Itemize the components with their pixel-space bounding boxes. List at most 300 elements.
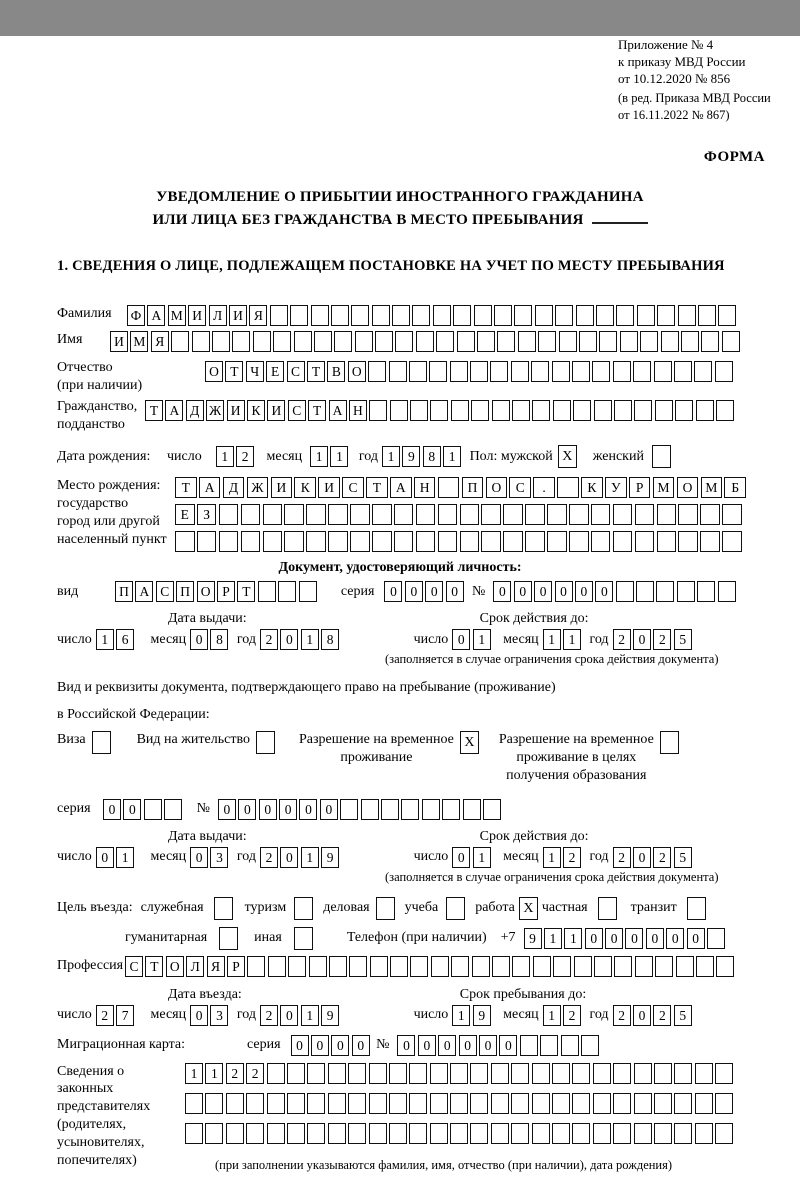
char-cell[interactable] [592, 361, 610, 382]
char-cell[interactable] [674, 1093, 692, 1114]
char-cell[interactable] [674, 361, 692, 382]
char-cell[interactable] [219, 531, 239, 552]
char-cell[interactable] [654, 1063, 672, 1084]
char-cell[interactable] [657, 305, 675, 326]
char-cell[interactable] [311, 305, 329, 326]
char-cell[interactable]: 0 [633, 847, 651, 868]
char-cell[interactable] [613, 504, 633, 525]
char-cell[interactable] [533, 956, 551, 977]
char-cell[interactable]: 1 [473, 629, 491, 650]
char-cell[interactable] [470, 361, 488, 382]
char-cell[interactable] [307, 1063, 325, 1084]
char-cell[interactable] [677, 581, 695, 602]
char-cell[interactable]: 0 [633, 1005, 651, 1026]
char-cell[interactable] [144, 799, 162, 820]
char-cell[interactable] [450, 1063, 468, 1084]
purpose-private-checkbox[interactable] [598, 897, 617, 920]
char-cell[interactable]: 2 [613, 847, 631, 868]
char-cell[interactable]: 5 [674, 629, 692, 650]
char-cell[interactable]: 1 [96, 629, 114, 650]
char-cell[interactable]: П [176, 581, 194, 602]
char-cell[interactable] [331, 305, 349, 326]
char-cell[interactable]: 1 [382, 446, 400, 467]
char-cell[interactable]: 1 [564, 928, 582, 949]
char-cell[interactable] [450, 1093, 468, 1114]
char-cell[interactable]: 1 [216, 446, 234, 467]
temp-residence-edu-checkbox[interactable] [660, 731, 679, 754]
char-cell[interactable] [232, 331, 250, 352]
char-cell[interactable]: 0 [405, 581, 423, 602]
char-cell[interactable]: 0 [493, 581, 511, 602]
char-cell[interactable]: Д [223, 477, 245, 498]
char-cell[interactable]: 8 [423, 446, 441, 467]
char-cell[interactable] [212, 331, 230, 352]
char-cell[interactable] [334, 331, 352, 352]
char-cell[interactable] [620, 331, 638, 352]
char-cell[interactable]: И [267, 400, 285, 421]
char-cell[interactable] [654, 361, 672, 382]
char-cell[interactable]: 0 [384, 581, 402, 602]
char-cell[interactable] [613, 1123, 631, 1144]
residence-permit-checkbox[interactable] [256, 731, 275, 754]
purpose-humanitarian-checkbox[interactable] [219, 927, 238, 950]
char-cell[interactable] [431, 956, 449, 977]
char-cell[interactable]: 1 [301, 629, 319, 650]
char-cell[interactable] [715, 1063, 733, 1084]
char-cell[interactable]: М [653, 477, 675, 498]
char-cell[interactable] [657, 531, 677, 552]
char-cell[interactable] [392, 305, 410, 326]
char-cell[interactable]: О [166, 956, 184, 977]
char-cell[interactable] [676, 956, 694, 977]
char-cell[interactable]: С [288, 400, 306, 421]
char-cell[interactable]: 0 [425, 581, 443, 602]
char-cell[interactable] [715, 1093, 733, 1114]
char-cell[interactable] [716, 956, 734, 977]
char-cell[interactable]: 2 [260, 847, 278, 868]
char-cell[interactable] [633, 361, 651, 382]
char-cell[interactable] [700, 504, 720, 525]
char-cell[interactable]: 0 [331, 1035, 349, 1056]
char-cell[interactable]: О [348, 361, 366, 382]
char-cell[interactable] [460, 504, 480, 525]
char-cell[interactable] [372, 504, 392, 525]
char-cell[interactable] [263, 504, 283, 525]
char-cell[interactable]: 2 [563, 847, 581, 868]
char-cell[interactable] [635, 956, 653, 977]
char-cell[interactable] [569, 504, 589, 525]
char-cell[interactable] [389, 1123, 407, 1144]
char-cell[interactable] [390, 400, 408, 421]
char-cell[interactable] [547, 504, 567, 525]
char-cell[interactable] [576, 305, 594, 326]
char-cell[interactable] [572, 1123, 590, 1144]
char-cell[interactable] [328, 531, 348, 552]
char-cell[interactable]: 0 [280, 629, 298, 650]
char-cell[interactable] [552, 1093, 570, 1114]
char-cell[interactable] [520, 1035, 538, 1056]
char-cell[interactable]: 0 [446, 581, 464, 602]
char-cell[interactable]: 0 [438, 1035, 456, 1056]
char-cell[interactable] [613, 1063, 631, 1084]
char-cell[interactable]: 2 [260, 629, 278, 650]
char-cell[interactable]: Т [175, 477, 197, 498]
char-cell[interactable]: Я [249, 305, 267, 326]
char-cell[interactable] [287, 1123, 305, 1144]
char-cell[interactable]: К [247, 400, 265, 421]
char-cell[interactable] [253, 331, 271, 352]
char-cell[interactable]: 0 [633, 629, 651, 650]
char-cell[interactable]: Я [207, 956, 225, 977]
char-cell[interactable] [701, 331, 719, 352]
char-cell[interactable] [395, 331, 413, 352]
char-cell[interactable]: 0 [190, 629, 208, 650]
char-cell[interactable] [389, 1093, 407, 1114]
char-cell[interactable] [389, 1063, 407, 1084]
char-cell[interactable] [695, 1093, 713, 1114]
char-cell[interactable]: 1 [185, 1063, 203, 1084]
sex-male-checkbox[interactable]: X [558, 445, 577, 468]
char-cell[interactable] [430, 1063, 448, 1084]
char-cell[interactable]: Р [217, 581, 235, 602]
char-cell[interactable] [294, 331, 312, 352]
char-cell[interactable] [614, 956, 632, 977]
char-cell[interactable] [722, 504, 742, 525]
char-cell[interactable] [372, 305, 390, 326]
char-cell[interactable] [655, 400, 673, 421]
char-cell[interactable]: Ф [127, 305, 145, 326]
char-cell[interactable] [375, 331, 393, 352]
char-cell[interactable] [470, 1123, 488, 1144]
char-cell[interactable]: 2 [226, 1063, 244, 1084]
char-cell[interactable] [348, 1063, 366, 1084]
char-cell[interactable]: Ж [206, 400, 224, 421]
char-cell[interactable] [470, 1063, 488, 1084]
char-cell[interactable] [616, 305, 634, 326]
char-cell[interactable]: Т [307, 361, 325, 382]
char-cell[interactable]: К [294, 477, 316, 498]
char-cell[interactable] [613, 361, 631, 382]
char-cell[interactable] [372, 531, 392, 552]
char-cell[interactable] [552, 1123, 570, 1144]
char-cell[interactable]: 2 [653, 1005, 671, 1026]
char-cell[interactable]: Р [227, 956, 245, 977]
char-cell[interactable] [674, 1063, 692, 1084]
char-cell[interactable] [450, 361, 468, 382]
char-cell[interactable] [613, 1093, 631, 1114]
char-cell[interactable] [453, 305, 471, 326]
char-cell[interactable] [512, 956, 530, 977]
purpose-other-checkbox[interactable] [294, 927, 313, 950]
char-cell[interactable] [348, 1093, 366, 1114]
char-cell[interactable]: 0 [299, 799, 317, 820]
char-cell[interactable] [361, 799, 379, 820]
char-cell[interactable]: 0 [646, 928, 664, 949]
char-cell[interactable]: . [533, 477, 555, 498]
char-cell[interactable]: В [327, 361, 345, 382]
char-cell[interactable] [579, 331, 597, 352]
char-cell[interactable] [593, 1063, 611, 1084]
char-cell[interactable]: 1 [543, 629, 561, 650]
char-cell[interactable] [722, 331, 740, 352]
char-cell[interactable] [572, 1063, 590, 1084]
char-cell[interactable] [492, 956, 510, 977]
char-cell[interactable]: 0 [452, 847, 470, 868]
char-cell[interactable]: Т [145, 400, 163, 421]
char-cell[interactable] [164, 799, 182, 820]
purpose-study-checkbox[interactable] [446, 897, 465, 920]
char-cell[interactable] [284, 531, 304, 552]
char-cell[interactable] [553, 400, 571, 421]
char-cell[interactable]: И [318, 477, 340, 498]
char-cell[interactable] [491, 1063, 509, 1084]
char-cell[interactable] [410, 956, 428, 977]
char-cell[interactable]: 0 [279, 799, 297, 820]
char-cell[interactable]: М [701, 477, 723, 498]
char-cell[interactable] [290, 305, 308, 326]
char-cell[interactable] [355, 331, 373, 352]
char-cell[interactable] [572, 1093, 590, 1114]
char-cell[interactable] [678, 504, 698, 525]
char-cell[interactable] [351, 305, 369, 326]
char-cell[interactable] [512, 400, 530, 421]
char-cell[interactable] [697, 581, 715, 602]
char-cell[interactable] [394, 504, 414, 525]
char-cell[interactable] [442, 799, 460, 820]
char-cell[interactable]: 0 [534, 581, 552, 602]
char-cell[interactable]: 0 [452, 629, 470, 650]
char-cell[interactable]: 0 [687, 928, 705, 949]
char-cell[interactable] [572, 361, 590, 382]
char-cell[interactable] [581, 1035, 599, 1056]
char-cell[interactable] [369, 1123, 387, 1144]
char-cell[interactable] [552, 1063, 570, 1084]
char-cell[interactable]: 0 [320, 799, 338, 820]
char-cell[interactable] [350, 531, 370, 552]
char-cell[interactable]: 0 [585, 928, 603, 949]
char-cell[interactable] [573, 400, 591, 421]
char-cell[interactable] [707, 928, 725, 949]
char-cell[interactable] [246, 1123, 264, 1144]
char-cell[interactable]: 0 [103, 799, 121, 820]
char-cell[interactable] [268, 956, 286, 977]
char-cell[interactable]: О [486, 477, 508, 498]
char-cell[interactable] [678, 531, 698, 552]
char-cell[interactable]: Е [175, 504, 195, 525]
char-cell[interactable] [390, 956, 408, 977]
char-cell[interactable] [656, 581, 674, 602]
char-cell[interactable]: Е [266, 361, 284, 382]
char-cell[interactable] [457, 331, 475, 352]
char-cell[interactable]: П [115, 581, 133, 602]
char-cell[interactable]: К [581, 477, 603, 498]
char-cell[interactable] [247, 956, 265, 977]
char-cell[interactable] [483, 799, 501, 820]
char-cell[interactable]: А [390, 477, 412, 498]
char-cell[interactable] [370, 956, 388, 977]
char-cell[interactable] [532, 1123, 550, 1144]
char-cell[interactable] [438, 504, 458, 525]
char-cell[interactable] [552, 361, 570, 382]
char-cell[interactable] [288, 956, 306, 977]
char-cell[interactable] [430, 1093, 448, 1114]
purpose-official-checkbox[interactable] [214, 897, 233, 920]
char-cell[interactable] [287, 1063, 305, 1084]
char-cell[interactable] [491, 1093, 509, 1114]
char-cell[interactable]: 0 [575, 581, 593, 602]
char-cell[interactable]: 1 [301, 847, 319, 868]
char-cell[interactable] [637, 305, 655, 326]
char-cell[interactable] [474, 305, 492, 326]
char-cell[interactable]: 0 [311, 1035, 329, 1056]
char-cell[interactable] [557, 477, 579, 498]
char-cell[interactable] [532, 1063, 550, 1084]
char-cell[interactable] [438, 531, 458, 552]
char-cell[interactable] [412, 305, 430, 326]
char-cell[interactable] [314, 331, 332, 352]
char-cell[interactable] [430, 1123, 448, 1144]
sex-female-checkbox[interactable] [652, 445, 671, 468]
char-cell[interactable] [695, 1063, 713, 1084]
char-cell[interactable] [503, 531, 523, 552]
char-cell[interactable] [267, 1093, 285, 1114]
char-cell[interactable]: Т [145, 956, 163, 977]
char-cell[interactable]: О [197, 581, 215, 602]
char-cell[interactable] [433, 305, 451, 326]
char-cell[interactable] [525, 504, 545, 525]
char-cell[interactable]: 2 [613, 1005, 631, 1026]
char-cell[interactable] [654, 1093, 672, 1114]
char-cell[interactable] [416, 531, 436, 552]
purpose-tourism-checkbox[interactable] [294, 897, 313, 920]
char-cell[interactable]: 6 [116, 629, 134, 650]
char-cell[interactable] [561, 1035, 579, 1056]
char-cell[interactable]: И [188, 305, 206, 326]
char-cell[interactable] [494, 305, 512, 326]
char-cell[interactable] [491, 1123, 509, 1144]
char-cell[interactable]: 0 [190, 847, 208, 868]
char-cell[interactable] [258, 581, 276, 602]
char-cell[interactable]: А [135, 581, 153, 602]
char-cell[interactable] [394, 531, 414, 552]
char-cell[interactable]: 1 [301, 1005, 319, 1026]
char-cell[interactable] [340, 799, 358, 820]
char-cell[interactable]: 0 [499, 1035, 517, 1056]
char-cell[interactable]: 1 [452, 1005, 470, 1026]
char-cell[interactable] [328, 504, 348, 525]
char-cell[interactable] [328, 1093, 346, 1114]
char-cell[interactable] [438, 477, 460, 498]
char-cell[interactable]: 1 [563, 629, 581, 650]
char-cell[interactable] [596, 305, 614, 326]
char-cell[interactable] [416, 504, 436, 525]
char-cell[interactable] [514, 305, 532, 326]
char-cell[interactable] [696, 956, 714, 977]
char-cell[interactable] [503, 504, 523, 525]
char-cell[interactable] [538, 331, 556, 352]
char-cell[interactable] [497, 331, 515, 352]
char-cell[interactable]: 9 [524, 928, 542, 949]
char-cell[interactable] [389, 361, 407, 382]
char-cell[interactable] [278, 581, 296, 602]
char-cell[interactable]: А [165, 400, 183, 421]
char-cell[interactable] [525, 531, 545, 552]
char-cell[interactable] [329, 956, 347, 977]
char-cell[interactable] [696, 400, 714, 421]
char-cell[interactable] [450, 1123, 468, 1144]
char-cell[interactable]: 0 [479, 1035, 497, 1056]
char-cell[interactable] [675, 400, 693, 421]
char-cell[interactable]: М [168, 305, 186, 326]
char-cell[interactable] [591, 504, 611, 525]
char-cell[interactable] [490, 361, 508, 382]
char-cell[interactable]: Ж [247, 477, 269, 498]
purpose-work-checkbox[interactable]: X [519, 897, 538, 920]
char-cell[interactable] [219, 504, 239, 525]
char-cell[interactable]: 9 [321, 1005, 339, 1026]
char-cell[interactable] [593, 1123, 611, 1144]
char-cell[interactable] [657, 504, 677, 525]
char-cell[interactable] [263, 531, 283, 552]
char-cell[interactable] [661, 331, 679, 352]
char-cell[interactable] [695, 1123, 713, 1144]
char-cell[interactable]: 9 [402, 446, 420, 467]
char-cell[interactable] [716, 400, 734, 421]
char-cell[interactable] [309, 956, 327, 977]
char-cell[interactable] [532, 1093, 550, 1114]
char-cell[interactable] [205, 1093, 223, 1114]
char-cell[interactable]: М [130, 331, 148, 352]
char-cell[interactable]: 1 [330, 446, 348, 467]
char-cell[interactable] [349, 956, 367, 977]
char-cell[interactable] [306, 531, 326, 552]
char-cell[interactable] [694, 361, 712, 382]
char-cell[interactable]: 0 [96, 847, 114, 868]
char-cell[interactable]: Д [186, 400, 204, 421]
char-cell[interactable] [654, 1123, 672, 1144]
char-cell[interactable] [718, 581, 736, 602]
temp-residence-checkbox[interactable]: X [460, 731, 479, 754]
char-cell[interactable]: 0 [238, 799, 256, 820]
char-cell[interactable]: 1 [205, 1063, 223, 1084]
char-cell[interactable]: Л [209, 305, 227, 326]
char-cell[interactable] [614, 400, 632, 421]
char-cell[interactable] [429, 361, 447, 382]
char-cell[interactable]: А [329, 400, 347, 421]
char-cell[interactable]: И [229, 305, 247, 326]
char-cell[interactable]: А [199, 477, 221, 498]
char-cell[interactable]: Т [308, 400, 326, 421]
char-cell[interactable] [678, 305, 696, 326]
char-cell[interactable] [226, 1123, 244, 1144]
char-cell[interactable] [267, 1123, 285, 1144]
char-cell[interactable] [511, 1063, 529, 1084]
char-cell[interactable] [451, 956, 469, 977]
char-cell[interactable]: 2 [653, 847, 671, 868]
char-cell[interactable] [185, 1123, 203, 1144]
char-cell[interactable]: Ч [246, 361, 264, 382]
char-cell[interactable] [226, 1093, 244, 1114]
char-cell[interactable] [369, 1093, 387, 1114]
char-cell[interactable]: Т [366, 477, 388, 498]
char-cell[interactable] [540, 1035, 558, 1056]
char-cell[interactable] [715, 1123, 733, 1144]
char-cell[interactable]: Я [151, 331, 169, 352]
char-cell[interactable] [722, 531, 742, 552]
char-cell[interactable]: 0 [605, 928, 623, 949]
char-cell[interactable] [559, 331, 577, 352]
char-cell[interactable]: 0 [280, 1005, 298, 1026]
